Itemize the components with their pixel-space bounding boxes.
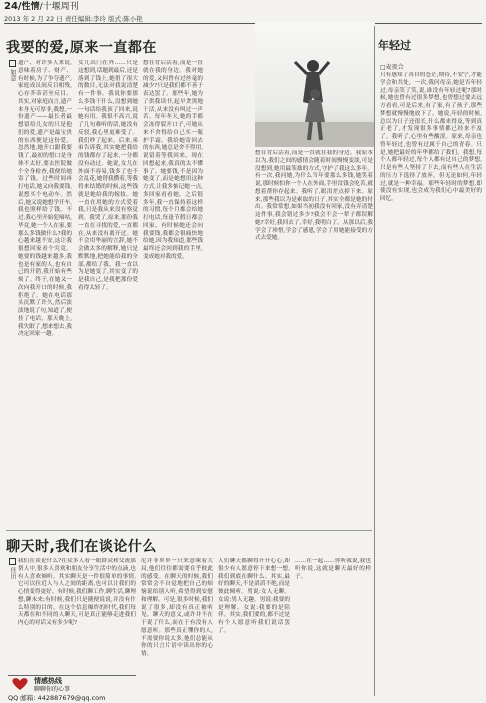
page-header [4,2,79,12]
column-divider [374,26,375,696]
article-1-column-3: 想在背后活着,而是一直就在我的身边。我对她的爱,又何曾有过丝毫的减少?只是我们都不善于表达罢了。那些年,她为了供我读书,起早贪黑地干活,从来没有叫过一声苦。每年冬天,她的手都会冻得裂开口子,可她从来不舍得给自己买一瓶护手霜。我给她寄回去的东西,她总是舍不得用,说留着等我回来。现在回想起来,我真的太不懂事了。她要钱,不是因为她变了,而是她想用这种方式,让我多惦记她一点,多回家看看她。之后很多年,我一直保持着这样的习惯,每个月都会给她打电话,每逢节假日都会回家。有时候她还会向我要钱,我都会很痛快地给她,因为我知道,那些钱最终还会回到我的手里,变成她对我的爱。 [143,60,203,260]
article-2-column-3: 人们聊天都聊得开开心心,却很少有人愿意停下来想一想,我们到底在聊什么。其实,最好的聊天,不是滔滔不绝,而是彼此倾听。男说:女人无聊。女说:男人无趣。男说:我要的是理解。女说:我要的是陪伴。其实,我们要的,都不过是有个人愿意听我们说话罢了。 [218,558,290,634]
article-2-column-4: ……在一起……你听我说,我也听你说,这就是聊天最好的样子。 [295,558,371,580]
heart-icon [10,677,30,691]
edition-name: /十堰周刊 [39,2,79,12]
ad-subtitle: 聊聊你的心事 [34,686,71,693]
article-1-column-2: 女儿出门在外……只是这想到,话题到最后,还是落到了钱上,她借了很大的数目,无法对我说清楚有一件事。我说你要那么多钱干什么,没想到她一句话给我顶了回来,说她有用。我很不高兴,说了几句难听的话,她没有反驳,我心里更难受了。我们吵了起来。后来,弟弟告诉我,其实她把我给的钱都存了起来,一分都没有动过。她说,女儿在外面不容易,钱多了也不会乱花,她替我攒着,等我将来结婚的时候,这些钱就是她给我的嫁妆。她一直在用她的方式爱着我,只是我从来没有察觉到。我哭了,原来,那份我一直在寻找的爱,一直都在,从来没有离开过。她不会用华丽的言辞,她不会做太多的解释,她只是默默地,把她能给我的全部,都给了我。我一直以为是她变了,其实变了的是我自己,是我把那份爱看得太轻了。 [78,60,138,291]
article-title-1: 我要的爱,原来一直都在 [6,40,157,56]
byline-box-icon [9,558,16,565]
article-1-column-1: 遗产、对许多人来说,意味着房子、财产、有时候,为了争夺遗产,家庭成员间反目相残,心存芥蒂甚至反目。其实,对家庭而言,遗产本身无可厚非,我想,一份遗产——最长者最想留给儿女的只是他们的爱,遗产是最宝贵的东西便是这份爱。忽然地,她开口跟我要钱了,最初的借口是身体不太好,要去医院做个全身检查,我便给她寄了钱。过些时间再打电话,她又向我要钱,说想买个电动车。然后,她又说她想学开车,我也照样给了钱。不过,我心里开始犯嘀咕,毕竟,她一个人在家,要那么多钱做什么?我的心越来越不安,这让我很想回家看个究竟。她要的钱越来越多,我也是有家的人,也有自己的开销,我开始有些烦了。终于,在她又一次向我开口的时候,我拒绝了。她在电话那头沉默了许久,然后淡淡地说了句,知道了,便挂了电话。那天晚上,我失眠了,想来想去,我决定回家一趟。 [18,60,72,338]
page-number: 24/ [4,1,22,12]
section-divider [6,530,372,531]
author-1: 如意 [9,69,16,81]
people-silhouette-icon [255,22,375,147]
ad-title: 情感热线 [34,677,62,685]
author-3: □麦夜合 [380,64,404,71]
header-rule [4,23,482,24]
section-name: 性情 [21,2,40,12]
article-title-3: 年轻过 [378,39,411,52]
date-line: 2013 年 2 月 22 日 责任编辑:李玲 版式:陈小艳 [4,15,143,23]
article-title-2: 聊天时,我们在谈论什么 [6,539,157,555]
article-byline-2 [8,558,17,579]
article-3-column: 只有感知了各自的苍茫,期待,不安宁,才能学会和共处。一次,我问母亲,她是否年轻过,母亲笑了笑,说,谁没有年轻过呢?那时候,她也曾有过很多梦想,也曾想过要去远方看看,可是后来,有了家,有了孩子,那些梦想就慢慢地放下了。她说,年轻的时候,总以为日子还很长,什么都来得及,等到真正老了,才发现很多事情都已经来不及了。我听了,心里有些酸涩。原来,母亲也曾年轻过,也曾有过属于自己的青春。只是,她把最好的年华都给了我们。我想,每个人都年轻过,每个人都有过自己的梦想,只是有些人坚持了下去,而有些人在生活的压力下选择了放弃。但无论如何,年轻过,就是一种幸福。那些年轻时的梦想,即使没有实现,也会成为我们心中最美好的回忆。 [380,72,482,202]
author-2: 佳田 [9,567,16,579]
article-2-column-2: 尼并非单单一只来意味着大局,他们往往都需要在乎彼此的感受。在聊天的时候,我们常常会不自觉地把自己的烦恼说给别人听,希望得到安慰和理解。可是,很多时候,我们说了很多,却没有真正被听见。聊天的意义,或许并不在于说了什么,而在于有没有人愿意听。那些真正懂你的人,不需要你说太多,他们总能从你的只言片语中读出你的心情。 [141,558,213,657]
byline-box-icon [9,60,16,67]
article-byline-1 [8,60,17,81]
article-2-column-1: 我们在谈论什么?在众多人看一眼群众和交流那帮人中,很多人喜欢和朋友分享生活中的点滴,也有人喜欢倾听。其实聊天是一件很简单的事情,它可以拉近人与人之间的距离,也可以让我们的心情变得更好。有时候,我们聊工作,聊生活,聊理想,聊未来;有时候,我们只是随便说说,并没有什么特别的目的。在这个信息爆炸的时代,我们每天都在和不同的人聊天,可是真正能够走进我们内心的对话又有多少呢? [18,558,136,626]
ad-email: QQ 邮箱: 442887679@qq.com [8,694,106,702]
article-photo [255,22,375,147]
article-1-column-4: 想在背后活着,而是一直就在我的身边。我原本以为,我们之间的感情会随着时间慢慢变淡,可是没想到,她用最笨拙的方式,守护了我这么多年。有一次,我问她,为什么当年要那么多钱,她笑着说,那时候怕你一个人在外面,手里没钱会吃苦,就想着帮你存起来。我听了,眼泪差点掉下来。原来,那些我以为是索取的日子,其实全都是她的付出。我常常想,如果当初我没有回家,没有弄清楚这件事,我会错过多少?我会不会一辈子都误解她?幸好,我回去了,幸好,我明白了。从那以后,我学会了珍惜,学会了感恩,学会了用她能接受的方式去爱她。 [255,150,373,242]
